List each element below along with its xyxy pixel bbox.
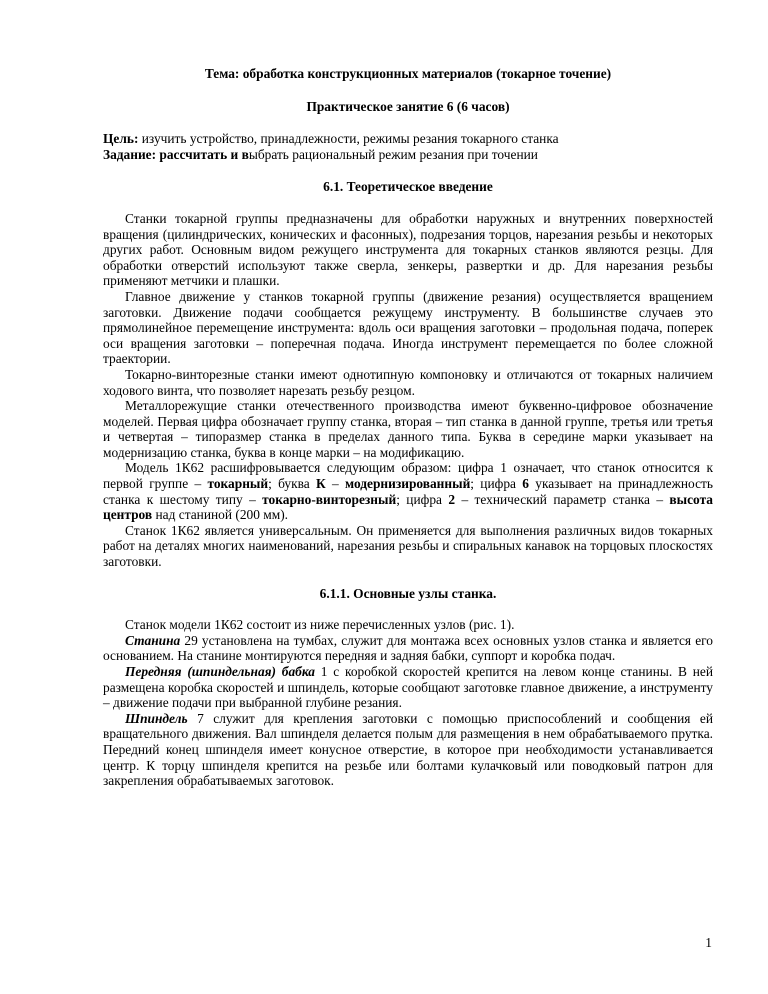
- intro-paragraph-1: Станки токарной группы предназначены для обработки наружных и внутренних поверхностей вращения (цилиндрических, конических и фасонных), подрезания торцов, нарезания резьбы и некоторых других работ. Основным видом режущего инструмента для токарных станков являются резцы. Для обработки отверстий используют также сверла, зенкеры, развертки и др. Для нарезания резьбы применяют метчики и плашки.: [103, 210, 713, 289]
- model-bold-six: 6: [522, 476, 529, 492]
- lesson-subtitle: Практическое занятие 6 (6 часов): [306, 98, 510, 114]
- unit-spindle-paragraph: [103, 711, 713, 789]
- task-text: ыбрать рациональный режим резания при точении: [248, 146, 538, 162]
- intro-paragraph-3: Токарно-винторезные станки имеют однотипную компоновку и отличаются от токарных наличием ходового винта, что позволяет нарезать резьбу резцом.: [103, 366, 713, 398]
- subsection-heading: 6.1.1. Основные узлы станка.: [319, 585, 497, 601]
- model-text-3: –: [325, 476, 345, 492]
- document-page: [103, 66, 713, 789]
- model-text-7: – технический параметр станка –: [455, 491, 670, 507]
- unit-headstock-text: 1 с коробкой скоростей крепится на левом конце станины. В ней размещена коробка скоростей и шпиндель, которые сообщают заготовке главное движение, а инструменту – движение подачи при выбранной глубине резания.: [103, 664, 713, 711]
- unit-spindle-text: 7 служит для крепления заготовки с помощью приспособлений и сообщения ей вращательного движения. Вал шпинделя делается полым для размещения в нем обрабатываемого прутка. Передний конец шпинделя имеет конусное отверстие, в которое при необходимости устанавливается центр. К торцу шпинделя крепится на резьбе или болтами кулачковый или поводковый патрон для закрепления обрабатываемых заготовок.: [103, 710, 713, 789]
- goal-line: [103, 131, 713, 147]
- goal-block: [103, 131, 713, 162]
- goal-text: изучить устройство, принадлежности, режимы резания токарного станка: [138, 131, 559, 147]
- unit-bed-text: 29 установлена на тумбах, служит для монтажа всех основных узлов станка и является его основанием. На станине монтируются передняя и задняя бабки, суппорт и коробка подач.: [103, 632, 713, 664]
- model-text-4: ; цифра: [470, 476, 523, 492]
- model-text-5: указывает на принадлежность станка к шестому типу –: [103, 476, 713, 507]
- task-label: Задание: рассчитать и в: [103, 146, 249, 162]
- section-heading: 6.1. Теоретическое введение: [323, 179, 493, 195]
- unit-spindle-term: Шпиндель: [125, 710, 188, 726]
- model-bold-center-height: высота центров: [103, 491, 714, 523]
- model-bold-letter: К: [316, 476, 326, 492]
- intro-paragraph-2: Главное движение у станков токарной группы (движение резания) осуществляется вращением заготовки. Движение подачи сообщается режущему инструменту. В большинстве случаев это прямолинейное перемещение инструмента: вдоль оси вращения заготовки – продольная подача, поперек оси вращения заготовки – поперечная подача. Иногда инструмент перемещается по более сложной траектории.: [103, 288, 713, 367]
- units-intro: Станок модели 1К62 состоит из ниже перечисленных узлов (рис. 1).: [125, 617, 515, 633]
- model-text-8: над станиной (200 мм).: [152, 507, 289, 523]
- model-text-2: ; буква: [268, 476, 316, 492]
- document-title: Тема: обработка конструкционных материалов (токарное точение): [204, 66, 612, 81]
- model-text-6: ; цифра: [396, 491, 449, 507]
- unit-headstock-term: Передняя (шпиндельная) бабка: [125, 664, 315, 679]
- unit-headstock-paragraph: [103, 664, 713, 711]
- model-bold-lathe: токарный: [207, 476, 269, 492]
- intro-paragraph-4: Металлорежущие станки отечественного производства имеют буквенно-цифровое обозначение моделей. Первая цифра обозначает группу станка, вторая – тип станка в данной группе, третья или третья и четвертая – типоразмер станка в пределах данного типа. Буква в середине марки указывает на модернизацию станка, буква в конце марки – на модификацию.: [103, 398, 713, 460]
- task-line: [103, 147, 713, 163]
- model-bold-modernized: модернизированный: [345, 476, 471, 492]
- model-text-1: Модель 1К62 расшифровывается следующим образом: цифра 1 означает, что станок относится к первой группе –: [103, 460, 713, 492]
- unit-bed-term: Станина: [125, 632, 181, 648]
- goal-label: Цель:: [103, 131, 139, 147]
- universal-paragraph: Станок 1К62 является универсальным. Он применяется для выполнения различных видов токарных работ на деталях многих наименований, нарезания резьбы и спиральных канавок на торцовых плоскостях заготовки.: [103, 522, 713, 570]
- model-bold-screw-cutting: токарно-винторезный: [262, 491, 397, 507]
- unit-bed-paragraph: [103, 633, 713, 664]
- model-paragraph: [103, 460, 713, 522]
- page-number: 1: [705, 935, 712, 950]
- model-bold-two: 2: [448, 491, 456, 507]
